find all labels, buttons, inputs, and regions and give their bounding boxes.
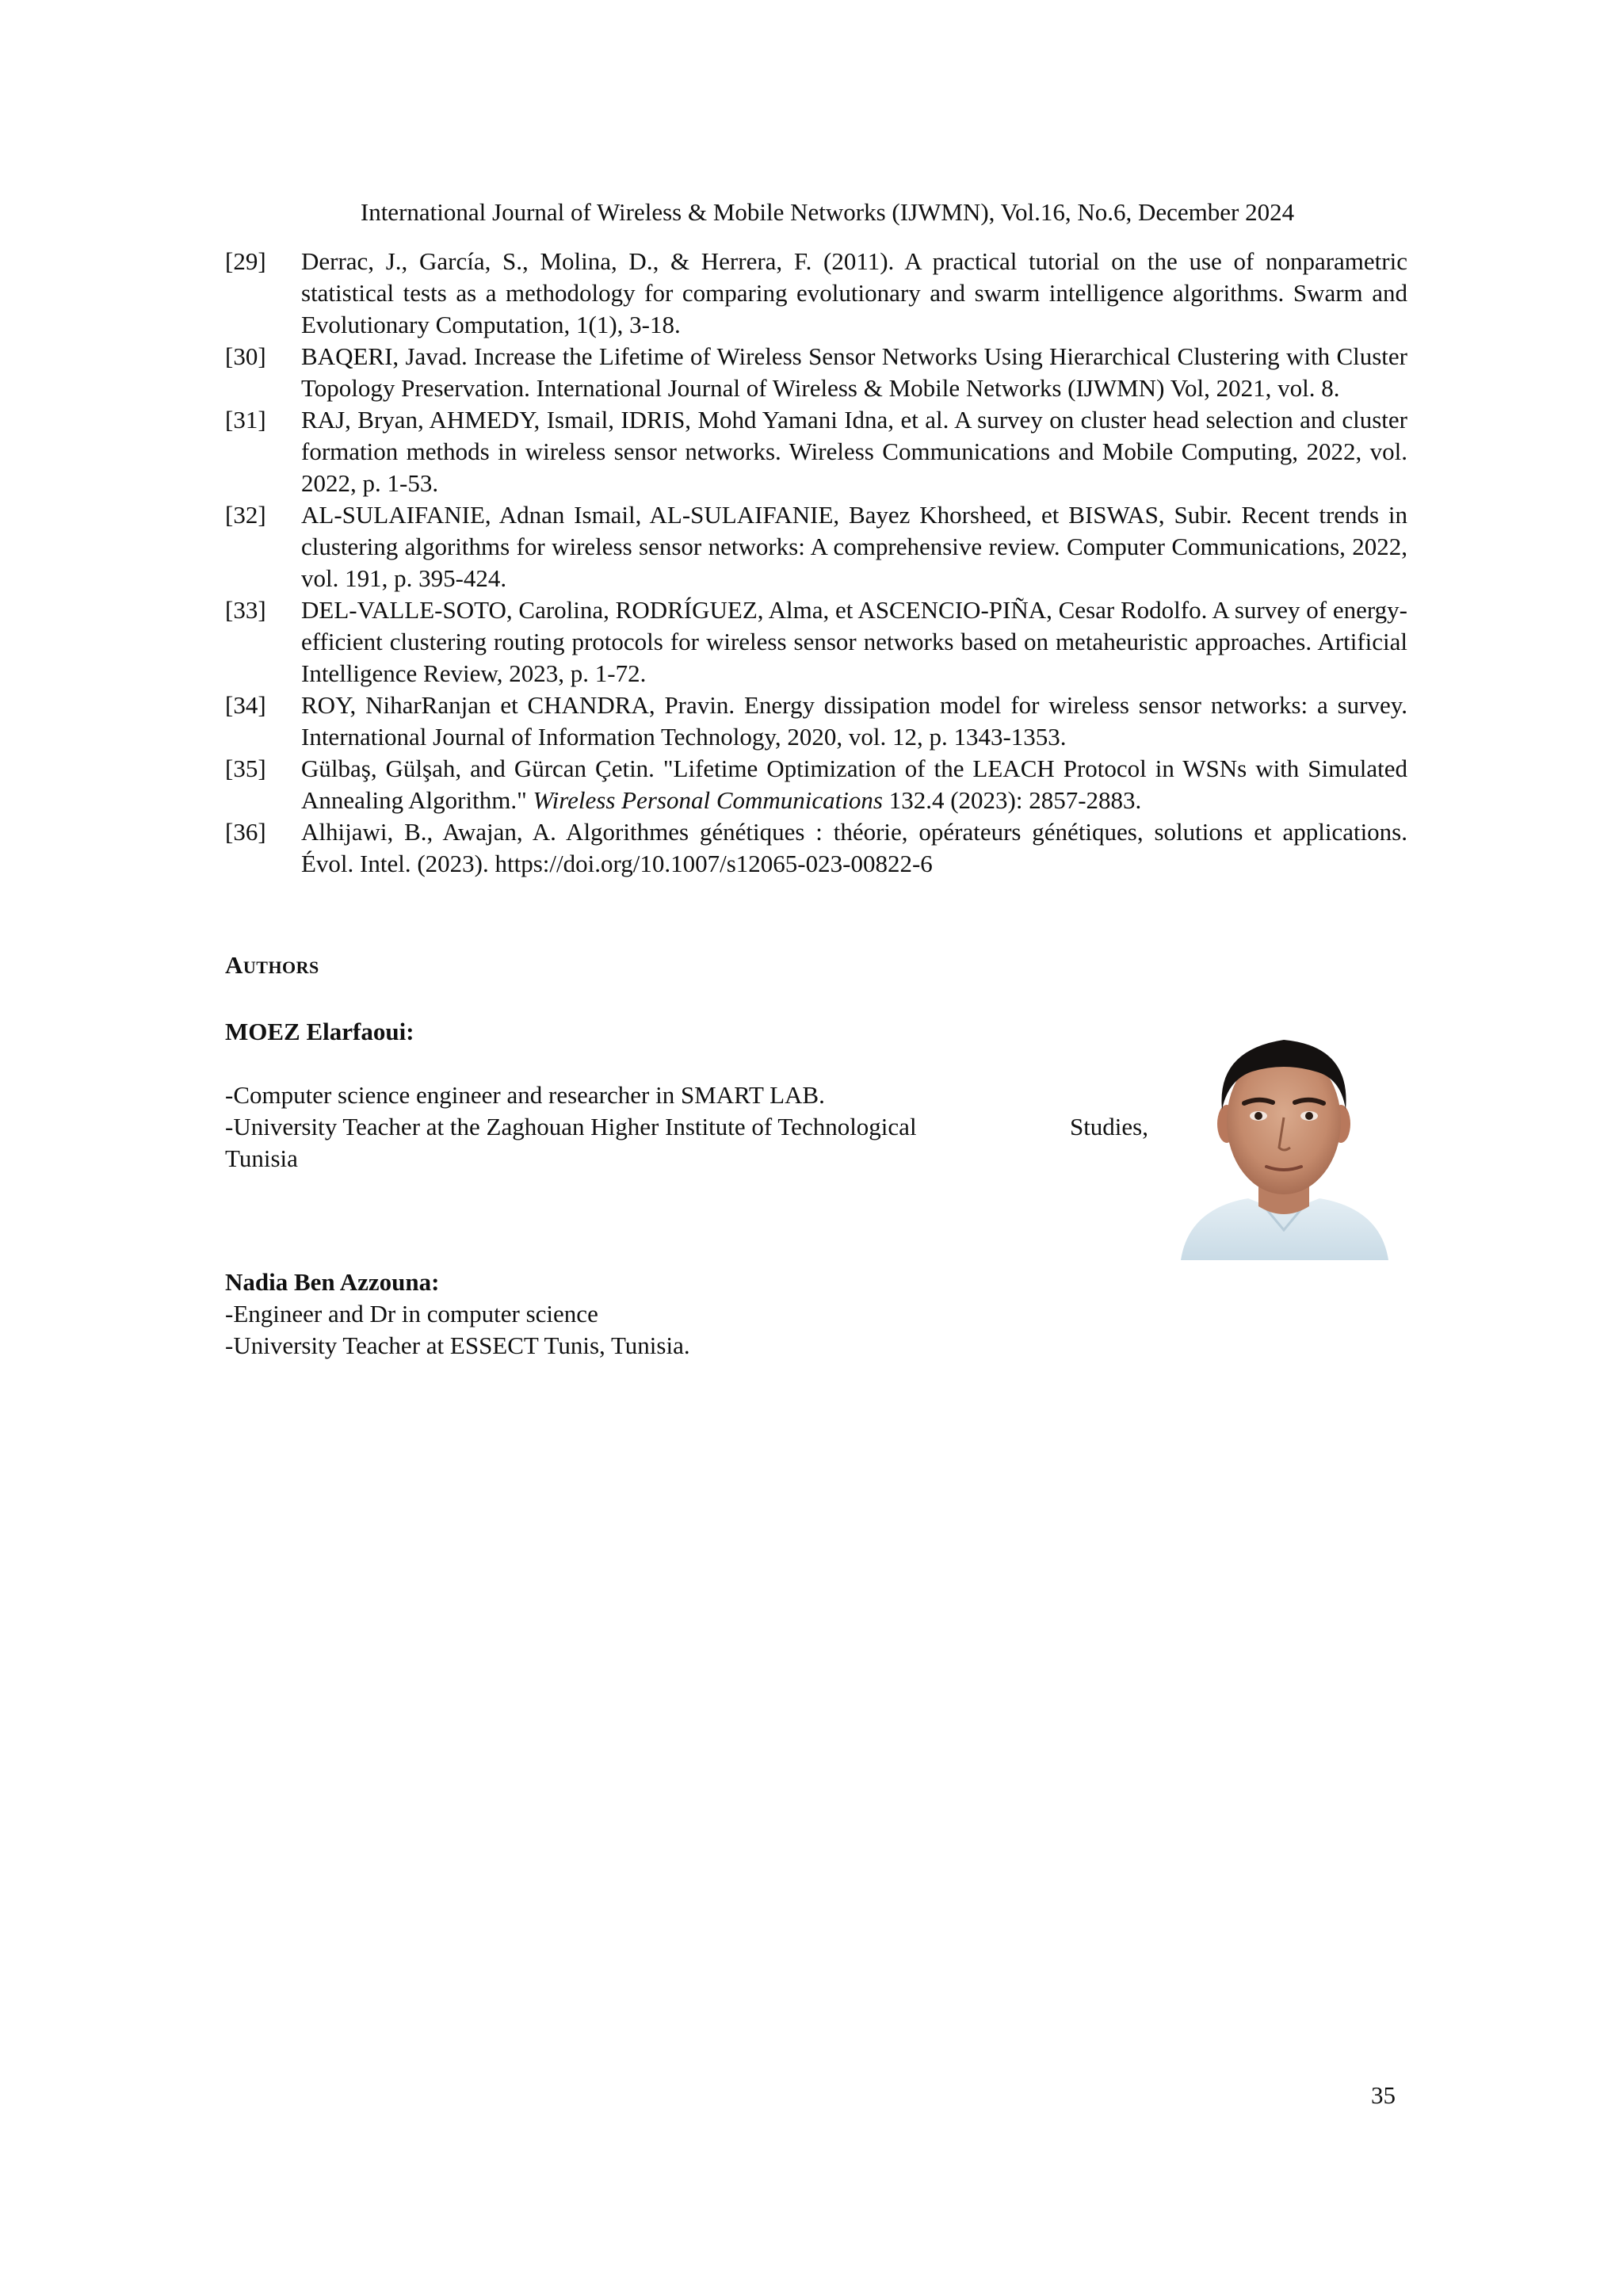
author1-bio-line-part: -University Teacher at the Zaghouan Higher Institute of Technological bbox=[225, 1113, 917, 1140]
reference-text-before: Gülbaş, Gülşah, and Gürcan Çetin. "Lifetime Optimization of the LEACH Protocol in WSNs with Simulated Annealing Algorithm." bbox=[301, 755, 1407, 814]
journal-title: Wireless Personal Communications bbox=[533, 786, 883, 814]
reference-item bbox=[225, 404, 1407, 499]
reference-number: [35] bbox=[225, 755, 266, 782]
reference-text: Derrac, J., García, S., Molina, D., & Herrera, F. (2011). A practical tutorial on the use of nonparametric statistical tests as a methodology for comparing evolutionary and swarm intelligence algorithms. Swarm and Evolutionary Computation, 1(1), 3-18. bbox=[301, 247, 1407, 338]
reference-item bbox=[225, 499, 1407, 594]
reference-text: BAQERI, Javad. Increase the Lifetime of Wireless Sensor Networks Using Hierarchical Clustering with Cluster Topology Preservation. International Journal of Wireless & Mobile Networks (IJWMN) Vol, 2021, vol. 8. bbox=[301, 342, 1407, 402]
author1-bio-line bbox=[225, 1111, 1148, 1143]
reference-text: ROY, NiharRanjan et CHANDRA, Pravin. Energy dissipation model for wireless sensor networks: a survey. International Journal of Information Technology, 2020, vol. 12, p. 1343-1353. bbox=[301, 691, 1407, 751]
reference-number: [32] bbox=[225, 501, 266, 529]
author1-bio-line-part: Studies, bbox=[1069, 1113, 1148, 1140]
reference-list bbox=[225, 246, 1407, 880]
reference-number: [34] bbox=[225, 691, 266, 719]
author1-name: MOEZ Elarfaoui: bbox=[225, 1018, 414, 1045]
reference-number: [33] bbox=[225, 596, 266, 624]
author2-bio-line: -University Teacher at ESSECT Tunis, Tunisia. bbox=[225, 1331, 690, 1359]
author1-bio-line: Tunisia bbox=[225, 1144, 298, 1172]
author2-name: Nadia Ben Azzouna: bbox=[225, 1268, 440, 1296]
reference-number: [31] bbox=[225, 406, 266, 434]
author2-bio bbox=[225, 1298, 690, 1362]
author1-bio-line: -Computer science engineer and researcher in SMART LAB. bbox=[225, 1081, 825, 1109]
reference-item bbox=[225, 246, 1407, 341]
reference-text: AL-SULAIFANIE, Adnan Ismail, AL-SULAIFANIE, Bayez Khorsheed, et BISWAS, Subir. Recent trends in clustering algorithms for wireless sensor networks: A comprehensive review. Computer Communications, 2022, vol. 191, p. 395-424. bbox=[301, 501, 1407, 592]
author1-bio bbox=[225, 1079, 1160, 1175]
authors-heading: Authors bbox=[225, 951, 319, 979]
reference-text: Alhijawi, B., Awajan, A. Algorithmes génétiques : théorie, opérateurs génétiques, solutions et applications. Évol. Intel. (2023). https://doi.org/10.1007/s12065-023-00822-6 bbox=[301, 818, 1407, 877]
author1-photo bbox=[1173, 1022, 1395, 1260]
reference-text: RAJ, Bryan, AHMEDY, Ismail, IDRIS, Mohd Yamani Idna, et al. A survey on cluster head selection and cluster formation methods in wireless sensor networks. Wireless Communications and Mobile Computing, 2022, vol. 2022, p. 1-53. bbox=[301, 406, 1407, 497]
author1-portrait-image bbox=[1173, 1022, 1395, 1260]
reference-item bbox=[225, 690, 1407, 753]
reference-text-after: 132.4 (2023): 2857-2883. bbox=[882, 786, 1142, 814]
running-header: International Journal of Wireless & Mobile Networks (IJWMN), Vol.16, No.6, December 2024 bbox=[360, 198, 1295, 226]
page-number: 35 bbox=[1371, 2081, 1396, 2109]
reference-text: DEL-VALLE-SOTO, Carolina, RODRÍGUEZ, Alma, et ASCENCIO-PIÑA, Cesar Rodolfo. A survey of energy-efficient clustering routing protocols for wireless sensor networks based on metaheuristic approaches. Artificial Intelligence Review, 2023, p. 1-72. bbox=[301, 596, 1407, 687]
reference-item bbox=[225, 753, 1407, 816]
reference-item bbox=[225, 341, 1407, 404]
author2-bio-line: -Engineer and Dr in computer science bbox=[225, 1300, 598, 1328]
reference-number: [36] bbox=[225, 818, 266, 846]
reference-number: [30] bbox=[225, 342, 266, 370]
reference-item bbox=[225, 816, 1407, 880]
reference-number: [29] bbox=[225, 247, 266, 275]
reference-item bbox=[225, 594, 1407, 690]
reference-text bbox=[301, 753, 1407, 816]
